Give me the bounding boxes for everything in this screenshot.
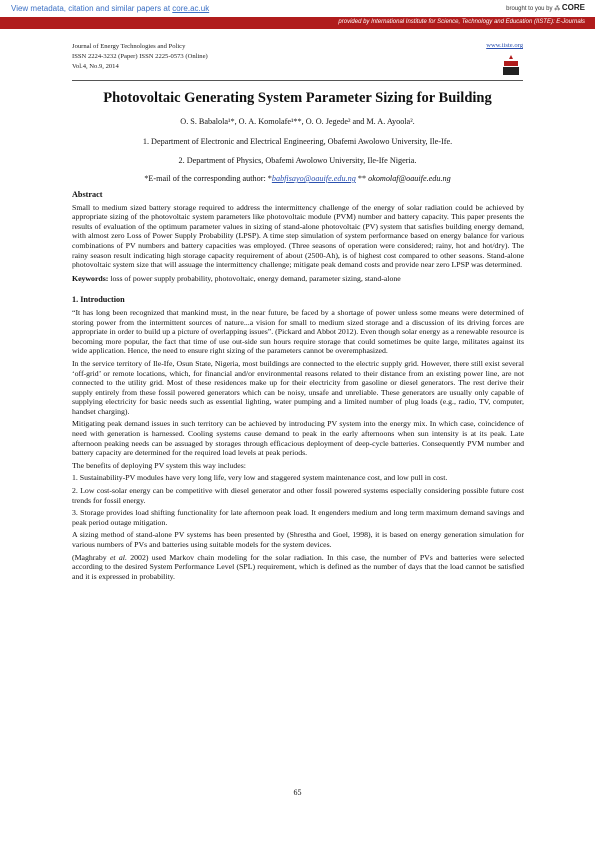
core-brand: CORE	[561, 3, 585, 12]
iiste-logo-icon	[501, 54, 521, 76]
provider-text: provided by International Institute for Science, Technology and Education (IISTE): E-Journals	[338, 19, 585, 25]
intro-paragraph	[72, 553, 524, 582]
benefit-item: 2. Low cost-solar energy can be competitive with diesel generator and other fossil powered systems especially considering possible future cost trends for fossil energy.	[72, 486, 524, 505]
header-rule	[72, 80, 523, 81]
citation-etal: et al.	[109, 552, 127, 562]
abstract-heading: Abstract	[72, 190, 103, 199]
journal-header	[72, 42, 208, 72]
intro-paragraph: “It has long been recognized that mankind must, in the near future, be faced by a shortage of power unless some means were determined of storing power from the intermittent sources of nature...a vision for small to medium sized storage and a discussion of its driving forces are appropriate in order to build up a picture of overlapping issues”. (Pickard and Abbot 2012). Even though solar energy as a renewable resource is becoming more popular, the fact that time of use out-side sun hours require storage that could sometimes be quite large, militates against its wide application. Hence, the need to ensure right sizing of the parameters cannot be overemphasized.	[72, 307, 524, 356]
affiliation-2: 2. Department of Physics, Obafemi Awolowo University, Ile-Ife Nigeria.	[178, 156, 417, 165]
affiliation-1: 1. Department of Electronic and Electrical Engineering, Obafemi Awolowo University, Ile-Ife.	[142, 137, 453, 146]
paper-title: Photovoltaic Generating System Parameter Sizing for Building	[103, 90, 492, 106]
core-link[interactable]: core.ac.uk	[172, 4, 210, 13]
journal-url-link[interactable]: www.iiste.org	[486, 42, 523, 49]
intro-paragraph: The benefits of deploying PV system this way includes:	[72, 460, 246, 470]
page-number: 65	[293, 788, 302, 797]
core-badge[interactable]	[506, 3, 585, 12]
intro-paragraph: A sizing method of stand-alone PV systems has been presented by (Shrestha and Goel, 1998), it is based on energy generation simulation for various numbers of PVs and batteries using suitable models for the system devices.	[72, 530, 524, 549]
email-prefix: *E-mail of the corresponding author: *	[144, 174, 272, 183]
citation-prefix: (Maghraby	[72, 552, 110, 562]
email-separator: **	[355, 174, 369, 183]
journal-issn: ISSN 2224-3232 (Paper) ISSN 2225-0573 (Online)	[72, 53, 208, 60]
provider-bar	[0, 17, 595, 29]
core-logo-icon: ⁂	[554, 6, 561, 12]
email-2: okomolaf@oauife.edu.ng	[368, 174, 451, 183]
metadata-link[interactable]	[11, 4, 209, 13]
metadata-text: View metadata, citation and similar papers at	[11, 4, 171, 13]
benefit-item: 3. Storage provides load shifting functionality for late afternoon peak load. It engenders medium and long term maximum demand savings and peak period outage mitigation.	[72, 508, 524, 527]
authors: O. S. Babalola¹*, O. A. Komolafe¹**, O. O. Jegede² and M. A. Ayoola².	[180, 117, 415, 126]
intro-paragraph: Mitigating peak demand issues in such territory can be achieved by introducing PV system into the energy mix. In which case, coincidence of need with generation is harnessed. Cooling systems cause demand to peak in the early afternoons when sun intensity is at its peak. Late afternoon peaking needs can be assuaged by storages through efficacious deployment of deep-cycle batteries. Consequently PVM number and battery capacity are determined for the required load levels at peak periods.	[72, 419, 524, 458]
abstract-text: Small to medium sized battery storage required to address the intermittency challenge of the energy of solar radiation could be achieved by appropriate sizing of the photovoltaic system parameters like photovoltaic module (PVM) number and battery capacity. This paper presents the results of evaluation of the optimum parameter values in sizing of stand-alone photovoltaic (PV) system that satisfies building energy demand, with almost zero Loss of Power Supply Probability (LPSP). A time step simulation of system performance based on energy balance for various combinations of PV numbers and battery capacities was employed. (Three seasons of operation were considered; rainy, hot and hot/dry). The rainy season result indicating high storage capacity requirement of about (2500-Ah), is of highest cost compared to other seasons. Stand-alone photovoltaic system size that will assuage the intermittency challenge; mitigate peak demand costs and provide near zero LPSP was determined.	[72, 202, 524, 270]
journal-volume: Vol.4, No.9, 2014	[72, 63, 119, 70]
keywords	[72, 274, 524, 284]
citation-rest: 2002) used Markov chain modeling for the solar radiation. In this case, the number of PVs and batteries were selected according to the desired System Performance Level (SPL) requirement, which is defined as the number of days that the load cannot be satisfied and it is expressed in probability.	[72, 552, 525, 581]
corresponding-email	[60, 174, 535, 183]
keywords-text: loss of power supply probability, photovoltaic, energy demand, parameter sizing, stand-alone	[108, 273, 401, 283]
paper-body	[72, 190, 524, 584]
intro-heading: 1. Introduction	[72, 295, 125, 305]
email-link-1[interactable]: babfisayo@oauife.edu.ng	[271, 174, 356, 183]
core-prefix: brought to you by	[506, 6, 553, 12]
keywords-label: Keywords:	[72, 273, 109, 283]
journal-name: Journal of Energy Technologies and Policy	[72, 43, 186, 50]
intro-paragraph: In the service territory of Ile-Ife, Osun State, Nigeria, most buildings are connected to the electric supply grid. However, there still exist several ‘off-grid’ or remote locations, which, for financial and/or environmental reasons related to their distance from an existing power line, are not connected to the utility grid. Most of these residences make up for their electricity from gasoline or diesel generators. The rest derive their supply entirely from these fossil powered generators which can be noisy, unsafe and unreliable. These generators are usually only capable of supplying electricity for basic needs such as essential lighting, water pumping and a limited number of plug loads (e.g., radio, TV, computer, handset charging).	[72, 358, 524, 416]
top-banner	[0, 0, 595, 17]
benefit-item: 1. Sustainability-PV modules have very long life, very low and staggered system maintenance cost, and low pull in cost.	[72, 473, 448, 483]
